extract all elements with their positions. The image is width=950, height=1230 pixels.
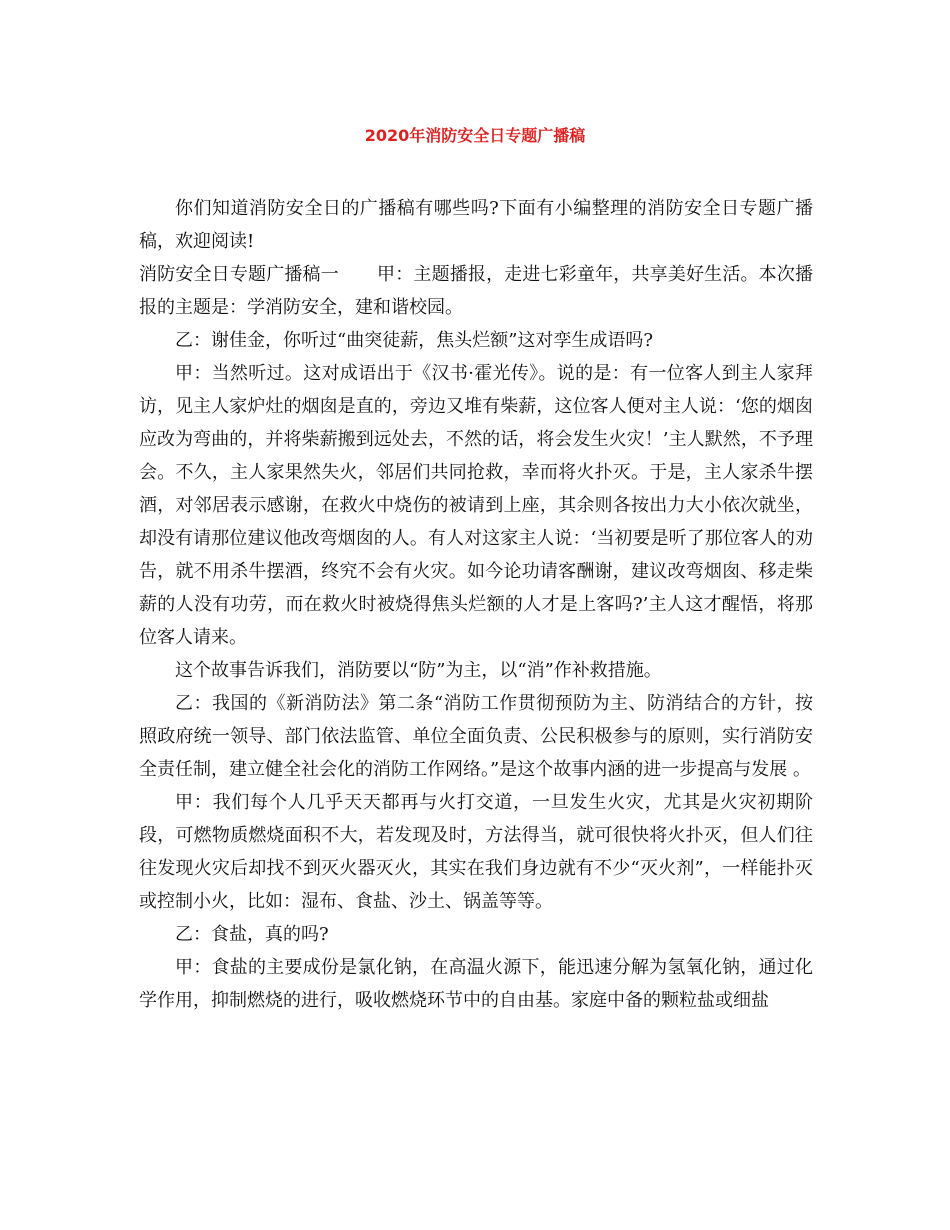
body-paragraph: 甲：当然听过。这对成语出于《汉书·霍光传》。说的是：有一位客人到主人家拜访，见主人家炉灶的烟囱是直的，旁边又堆有柴薪，这位客人便对主人说：‘您的烟囱应改为弯曲的，并将柴薪搬到远处去，不然的话，将会发生火灾！’主人默然，不予理会。不久，主人家果然失火，邻居们共同抢救，幸而将火扑灭。于是，主人家杀牛摆酒，对邻居表示感谢，在救火中烧伤的被请到上座，其余则各按出力大小依次就坐，却没有请那位建议他改弯烟囱的人。有人对这家主人说：‘当初要是听了那位客人的劝告，就不用杀牛摆酒，终究不会有火灾。如今论功请客酬谢，建议改弯烟囱、移走柴薪的人没有功劳，而在救火时被烧得焦头烂额的人才是上客吗?’主人这才醒悟，将那位客人请来。 xyxy=(139,363,813,648)
heading-line-paragraph xyxy=(139,258,813,324)
body-paragraph: 乙：谢佳金，你听过“曲突徒薪，焦头烂额”这对孪生成语吗? xyxy=(175,330,654,351)
document-body xyxy=(139,192,813,1017)
body-paragraph: 乙：食盐，真的吗? xyxy=(175,924,329,945)
body-paragraph: 甲：我们每个人几乎天天都再与火打交道，一旦发生火灾，尤其是火灾初期阶段，可燃物质燃烧面积不大，若发现及时，方法得当，就可很快将火扑灭，但人们往往发现火灾后却找不到灭火器灭火，其实在我们身边就有不少“灭火剂”，一样能扑灭或控制小火，比如：湿布、食盐、沙土、锅盖等等。 xyxy=(139,792,813,912)
broadcast-heading-label: 消防安全日专题广播稿一 xyxy=(139,264,339,285)
body-paragraph: 甲：食盐的主要成份是氯化钠，在高温火源下，能迅速分解为氢氧化钠，通过化学作用，抑制燃烧的进行，吸收燃烧环节中的自由基。家庭中备的颗粒盐或细盐 xyxy=(139,957,813,1011)
intro-paragraph: 你们知道消防安全日的广播稿有哪些吗?下面有小编整理的消防安全日专题广播稿，欢迎阅读! xyxy=(139,198,813,252)
body-paragraph: 这个故事告诉我们，消防要以“防”为主，以“消”作补救措施。 xyxy=(175,660,662,681)
document-title: 2020年消防安全日专题广播稿 xyxy=(364,126,586,145)
broadcast-heading-text: 甲：主题播报，走进七彩童年，共享美好生活。本次播报的主题是：学消防安全，建和谐校园。 xyxy=(139,264,814,318)
body-paragraph: 乙：我国的《新消防法》第二条“消防工作贯彻预防为主、防消结合的方针，按照政府统一领导、部门依法监管、单位全面负责、公民积极参与的原则，实行消防安全责任制，建立健全社会化的消防工作网络。”是这个故事内涵的进一步提高与发展 。 xyxy=(139,693,813,780)
